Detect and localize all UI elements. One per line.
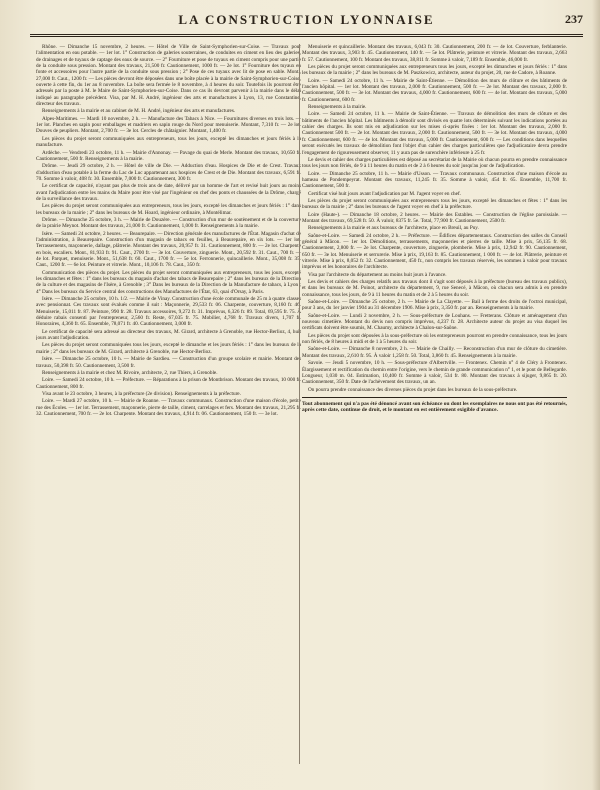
right-paragraph: Les devis et cahiers des charges relatifs aux travaux dont il s'agit sont déposés à la préfecture (bureau des travaux publics), et dans les bureaux de M. Poinot, architecte du département, 9, rue Senecé, à Mâcon, où chacun sera admis à en prendre connaissance, tous les jours, de 9 à 11 heures du matin et de 2 à 5 heures du soir. — [302, 279, 567, 298]
left-paragraph: Les pièces du projet seront communiquées aux entrepreneurs, tous les jours, excepté les dimanches et jours fériés à la manufacture. — [36, 135, 301, 149]
left-paragraph: Les pièces du projet seront communiquées tous les jours, excepté le dimanche et les jours fériés : 1° dans les bureaux de la mairie ; 2° dans les bureaux de M. Girard, architecte à Grenoble, rue Hector-Berlioz. — [36, 342, 301, 355]
left-paragraph: Isère. — Samedi 24 octobre, 2 heures. — Beaurepaire. — Direction générale des manufactures de l'État. Magasin d'achat de l'administration, à Beaurepaire. Construction d'un magasin de tabacs en feuilles, à Beaurepaire, en six lots. — 1er lot. Terrassements, maçonnerie, dallage, plâtrerie. Montant des travaux, 20,957 fr. 31. Cautionnement, 800 fr. — 2e lot. Charpente en bois, escaliers. Mont., 81,933 fr. 91. Caut., 2700 fr. — 3e lot. Couverture, zinguerie. Mont., 20,592 fr. 31. Caut., 700 fr. — 4e lot. Parquet, menuiserie. Mont., 51,638 fr. 60. Caut., 1700 fr. — 5e lot. Ferronnerie, quincaillerie. Mont., 35,008 fr. 35. Caut., 1200 fr. — 6e lot. Peinture et vitrerie. Mont., 10,106 fr. 78. Caut., 350 fr. — [36, 230, 301, 269]
left-paragraph: Le certificat de capacité, n'ayant pas plus de trois ans de date, délivré par un homme de l'art et revisé huit jours au moins avant l'adjudication entre les mains du Maire pour être visé par l'ingénieur en chef des ponts et chaussées de la Drôme, chargé de la surveillance des travaux. — [36, 183, 301, 202]
right-paragraph: Loire. — Samedi 24 octobre, 11 h. — Mairie de Saint-Étienne. — Travaux de démolition des murs de clôture et des bâtiments de l'ancien hôpital. Les bâtiments à démolir sont divisés en quatre lots déterminés suivant les indications portées au cahier des charges. Ils sont mis en adjudication sur les mises ci-après fixées : 1er lot. Montant des travaux, 2,000 fr. Cautionnement 500 fr. — 2e lot. Montant des travaux, 2,000 fr. Cautionnement, 500 fr. — 3e lot. Montant des travaux, 4,000 fr. Cautionnement, 600 fr. — 4e lot. Montant des travaux, 5,000 fr. Cautionnement, 600 fr. — Les conditions dans lesquelles seront exécutés les travaux de démolition font l'objet d'un cahier des charges particulières que l'adjudicataire devra prendre l'engagement de rigoureusement observer, 11 y aura pas de surenchère inférieure à 25 fr. — [302, 111, 567, 156]
right-paragraph: Certificat visé huit jours avant l'adjudication par M. l'agent voyer en chef. — [308, 190, 461, 197]
right-paragraph: Saône-et-Loire. — Dimanche 8 novembre, 2 h. — Mairie de Chailly. — Reconstruction d'un mur de clôture du cimetière. Montant des travaux, 2,610 fr. 95. À valoir 1,258 fr. 50. Total, 3,860 fr. 45. Renseignements à la mairie. — [302, 346, 567, 359]
right-paragraph: Renseignements à la mairie et aux bureaux de l'architecte, place en Breuil, au Puy. — [308, 225, 479, 232]
right-column-paragraphs — [302, 44, 567, 393]
page-header — [30, 12, 583, 28]
left-paragraph: Loire. — Mardi 27 octobre, 10 h. — Mairie de Roanne. — Travaux communaux. Construction d'une maison d'école, petite rue des Écoles. — 1er lot. Terrassement, maçonnerie, pierre de taille, ciment, carrelages et fers. Montant des travaux, 21,295 fr. 32. Cautionnement, 700 fr. — 2e lot. Charpente. Montant des travaux, 4,914 fr. 06. Cautionnement, 150 fr. — 3e lot. — [36, 398, 301, 417]
right-paragraph: Les pièces du projet sont déposées à la sous-préfecture où les entrepreneurs pourront en prendre connaissance, tous les jours non fériés, de 8 heures à midi et de 1 à 5 heures du soir. — [302, 332, 567, 346]
right-paragraph: Visa par l'architecte du département au moins huit jours à l'avance. — [308, 271, 447, 278]
left-paragraph: Visa avant le 23 octobre, 3 heures, à la préfecture (2e division). Renseignements à la préfecture. — [42, 390, 241, 397]
left-paragraph: Le certificat de capacité sera adressé au directeur des travaux, M. Girard, architecte à Grenoble, rue Hector-Berlioz, 4, huit jours avant l'adjudication. — [36, 328, 301, 342]
right-paragraph: Menuiserie et quincaillerie. Montant des travaux, 6,043 fr. 30. Cautionnement, 200 fr. — 4e lot. Couverture, ferblanterie. Montant des travaux, 3,903 fr. 45. Cautionnement, 140 fr. — 5e lot. Plâtrerie, peinture et vitrerie. Montant des travaux, 2,663 fr. 57. Cautionnement, 100 fr. Montant des travaux, 38,811 fr. Somme à valoir, 7,189 fr. Ensemble, 46,000 fr. — [302, 44, 567, 63]
page-number: 237 — [565, 12, 583, 26]
left-paragraph: Loire. — Samedi 24 octobre, 10 h. — Préfecture. — Réparations à la prison de Montbrison. Montant des travaux, 10 000 fr. Cautionnement, 800 fr. — [36, 377, 301, 390]
left-paragraph: Communication des pièces du projet. Les pièces du projet seront communiquées aux entrepreneurs, tous les jours, excepté les dimanches et fêtes : 1° dans les bureaux du magasin d'achat des tabacs de Beaurepaire ; 2° dans les bureaux de la Direction de la culture et des magasins de l'Isère, à Grenoble ; 3° Dans les bureaux de la Direction de la Manufacture de tabacs, à Lyon ; 4° Dans les bureaux du Service central des constructions des Manufactures de l'État, 63, quai d'Orsay, à Paris. — [36, 269, 301, 295]
subscription-notice: Tout abonnement qui n'a pas été dénoncé avant son échéance ou dont les exemplaires ne nous ont pas été retournés, après cette date, continue de droit, et le montant en est entièrement exigible d'avance. — [302, 397, 567, 414]
right-column — [302, 44, 567, 784]
right-paragraph: On pourra prendre connaissance des diverses pièces du projet dans les bureaux de la sous-préfecture. — [308, 386, 518, 393]
column-divider — [299, 44, 300, 764]
header-rule — [30, 34, 583, 35]
right-paragraph: Saône-et-Loire. — Samedi 24 octobre, 2 h. — Préfecture. — Édifices départementaux. Construction des salles du Conseil général à Mâcon. — 1er lot. Démolitions, terrassements, maçonneries et pierres de taille. Mise à prix, 56,135 fr. 68. Cautionnement, 2,800 fr. — 2e lot. Charpente, couverture, zinguerie, plomberie. Mise à prix, 12,942 fr. 90. Cautionnement, 650 fr. — 3e lot. Menuiserie et serrurerie. Mise à prix, 19,163 fr. 85. Cautionnement, 1 000 fr. — 4e lot. Plâtrerie, peinture et vitrerie. Mise à prix, 8,052 fr. 32. Cautionnement, 450 fr., non compris les travaux réservés, les sommes à valoir pour travaux imprévus et les honoraires de l'architecte. — [302, 232, 567, 271]
right-paragraph: Les pièces du projet seront communiquées aux entrepreneurs tous les jours, excepté les dimanches et jours fériés : 1° dans les bureaux de la mairie ; 2° dans les bureaux de M. Paszkowicz, architecte, auteur du projet, 20, rue de Cadore, à Roanne. — [302, 64, 567, 77]
left-paragraph: Isère. — Dimanche 25 octobre, 10 h. 1/2. — Mairie de Vinay. Construction d'une école communale de 25 m à quatre classes avec pensionnat. Ces travaux sont évalués comme il suit : Maçonnerie, 29,533 fr. 06. Charpente, couverture, 8,160 fr. 46. Menuiserie, 15,011 fr. 87. Peinture, 990 fr. 28. Travaux accessoires, 9,272 fr. 31. Imprévus, 6,326 fr. 89. Total, 69,595 fr. 75. À déduire rabais consenti par l'entrepreneur, 2,560 fr. Reste, 67,035 fr. 75. Mobilier, 4,768 fr. Travaux divers, 1,707 fr. Honoraires, 4,360 fr. 65. Ensemble, 78,071 fr. 40. Cautionnement, 3,000 fr. — [36, 296, 301, 328]
left-paragraph: Renseignements à la mairie et chez M. Rivoire, architecte, 2, rue Thiers, à Grenoble. — [42, 369, 218, 376]
right-paragraph: Le devis et cahier des charges particulières est déposé au secrétariat de la Mairie où chacun pourra en prendre connaissance tous les jours non fériés, de 9 à 11 heures du matin et de 2 à 6 heures du soir jusqu'au jour de l'adjudication. — [302, 156, 567, 170]
right-paragraph: Les pièces du projet seront communiquées aux entrepreneurs tous les jours, excepté les dimanches et fêtes : 1° dans les bureaux de la mairie ; 2° dans les bureaux de l'agent voyer en chef à la préfecture. — [302, 197, 567, 211]
right-paragraph: Savoie. — Jeudi 5 novembre, 10 h. — Sous-préfecture d'Albertville. — Frontenex. Chemin n° 4 de Cléry à Frontenex. Élargissement et rectification du chemin entre l'origine, vers le chemin de grande communication n° 1, et le pont de Bellegarde. Longueur, 1,030 m. 04. Estimation, 10,400 fr. Somme à valoir, 534 fr. 80. Montant des travaux à sijuger, 9,865 fr. 20. Cautionnement, 350 fr. Date de l'achèvement des travaux, un an. — [302, 360, 567, 386]
left-paragraph: Isère. — Dimanche 25 octobre, 10 h. — Mairie de Sardieu. — Construction d'un groupe scolaire et mairie. Montant des travaux, 50,398 fr. 50. Cautionnement, 3,500 fr. — [36, 356, 301, 369]
left-column — [36, 44, 301, 784]
left-paragraph: Ardèche. — Vendredi 23 octobre, 11 h. — Mairie d'Annonay. — Pavage du quai de Merle. Montant des travaux, 10,650 fr. Cautionnement, 500 fr. Renseignements à la mairie. — [36, 149, 301, 162]
left-paragraph: Renseignements à la mairie et au cabinet de M. H. André, ingénieur des arts et manufactures. — [42, 108, 236, 115]
right-paragraph: Saône-et-Loire. — Lundi 2 novembre, 2 h. — Sous-préfecture de Louhans. — Fretterans. Clôture et aménagement d'un nouveau cimetière. Montant du devis non compris imprévus, 4,237 fr. 28. Architecte auteur du projet au visa duquel les certificats doivent être soumis, M. Chaumy, architecte à Chalon-sur-Saône. — [302, 312, 567, 332]
journal-title: LA CONSTRUCTION LYONNAISE — [178, 12, 435, 27]
left-paragraph: Les pièces du projet seront communiquées aux entrepreneurs, tous les jours, excepté les dimanches et jours fériés : 1° dans les bureaux de la mairie ; 2° dans les bureaux de M. Hoard, ingénieur ordinaire, à Montélimar. — [36, 203, 301, 216]
right-paragraph: Loire. — Dimanche 25 octobre, 11 h. — Mairie d'Usson. — Travaux communaux. Construction d'une maison d'école au hameau de Pondempeyrat. Montant des travaux, 11,245 fr. 35. Somme à valoir, 454 fr. 65. Ensemble, 11,700 fr. Cautionnement, 500 fr. — [302, 170, 567, 190]
left-paragraph: Drôme. — Dimanche 25 octobre, 3 h. — Mairie de Douzère. — Construction d'un mur de soutènement et de la couverture de la prairie Meynot. Montant des travaux, 21,000 fr. Cautionnement, 1,000 fr. Renseignements à la mairie. — [36, 216, 301, 230]
header-rule-double — [30, 36, 583, 37]
right-paragraph: Loire. — Samedi 24 octobre, 11 h. — Mairie de Saint-Étienne. — Démolition des murs de clôture et des bâtiments de l'ancien hôpital. — 1er lot. Montant des travaux, 2,000 fr. Cautionnement, 500 fr. — 2e lot. Montant des travaux, 2,000 fr. Cautionnement, 500 fr. — 3e lot. Montant des travaux, 4,000 fr. Cautionnement, 600 fr. — 4e lot. Montant des travaux, 5,000 fr. Cautionnement, 600 fr. — [302, 77, 567, 103]
left-paragraph: Drôme. — Jeudi 29 octobre, 2 h. — Hôtel de ville de Die. — Adduction d'eau. Hospices de Die et de Crest. Travaux d'adduction d'eau potable à la ferme du Lac de Luc appartenant aux hospices de Crest et de Die. Montant des travaux, 6,591 fr. 70. Somme à valoir, 408 fr. 30. Ensemble, 7,000 fr. Cautionnement, 300 fr. — [36, 163, 301, 182]
left-paragraph: Alpes-Maritimes. — Mardi 10 novembre, 2 h. — Manufacture des Tabacs à Nice. — Fournitures diverses en trois lots. — 1er lot. Planches en sapin pour emballages et madriers en sapin rouge du Nord pour menuiserie. Montant, 7,310 fr. — 2e lot. Douves de peupliers. Montant, 2,700 fr. — 3e lot. Cercles de châtaignier. Montant, 1,400 fr. — [36, 115, 301, 135]
right-paragraph: Loire (Haute-). — Dimanche 18 octobre, 2 heures. — Mairie des Estables. — Construction de l'église paroissiale. — Montant des travaux, 69,528 fr. 50. À valoir, 8375 fr. 5e. Total, 77,900 fr. Cautionnement, 2500 fr. — [302, 211, 567, 224]
left-paragraph: Rhône. — Dimanche 15 novembre, 2 heures. — Hôtel de Ville de Saint-Symphorien-sur-Coise. — Travaux pour l'alimentation en eau potable. — 1er lot. 1° Construction de galeries souterraines, de conduites en ciment en lieu des galeries, de drainages et de tuyaux de captage des eaux de source. — 2° Fourniture et pose de tuyaux en ciment compris pour une partie de la conduite sous pression. Montant des travaux, 21,500 fr. Cautionnement, 1000 fr. — 2e lot. 1° Fourniture des tuyaux en fonte et accessoires pour l'autre partie de la conduite sous pression ; 2° Pose de ces tuyaux avec lit de pose en sable. Mont., 27,000 fr. Caut., 1200 fr. — Les pièces devront être déposées dans une boîte placée à la mairie de Saint-Symphorien-sur-Coise, ouverte à cette fin, du 1er au 8 novembre. La boîte sera fermée le 8 novembre, à 4 heures du soir. Toutefois ils pourront être adressés par la poste à M. le Maire de Saint-Symphorien-sur-Coise. Dans ce cas ils devront parvenir à la mairie dans le délai indiqué au paragraphe précédent. Visa, par M. H. André, ingénieur des arts et manufactures à Lyon, 13, rue Constantine, directeur des travaux. — [36, 44, 301, 108]
right-paragraph: Renseignements à la mairie. — [308, 104, 367, 111]
right-paragraph: Saône-et-Loire. — Dimanche 25 octobre, 2 h. — Mairie de La Clayette. — Bail à ferme des droits de l'octroi municipal, pour 3 ans, du 1er janvier 1904 au 31 décembre 1906. Mise à prix, 3,350 fr. par an. Renseignements à la mairie. — [302, 299, 567, 312]
page-edge-shadow — [592, 0, 600, 790]
